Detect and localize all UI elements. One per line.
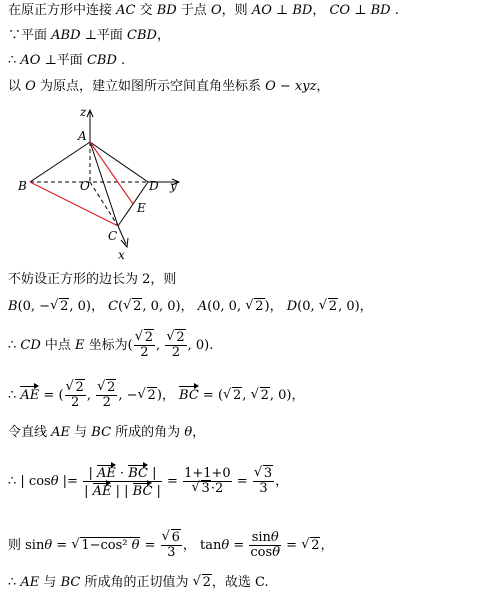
solution-line-8: ∴ AE = ( √ $\frac{2}{2}$ , √ $\frac{2}{2}$ , −√ 2)， BC = (√ 2, √ 2, 0)， (8, 381, 304, 410)
label-y: y (170, 179, 177, 193)
label-B: B (18, 179, 27, 193)
solution-line-10: ∴ | cosθ |= $\frac{| AE \cdot BC |}{| AE | | BC |}$ = 1+1+0 √ 3·2 = √ $\frac{3}{3}$ ， (8, 464, 288, 499)
label-E: E (137, 201, 146, 215)
edge-AD (90, 142, 148, 182)
solution-line-12: ∴ AE 与 BC 所成角的正切值为 √ 2，故选 C. (8, 575, 269, 591)
solution-line-5: 不妨设正方形的边长为 2，则 (8, 272, 177, 287)
solution-line-6: B(0, −√ 2, 0)， C(√ 2, 0, 0)， A(0, 0, √ 2)， D(0, √ 2, 0)， (8, 299, 373, 315)
label-C: C (108, 229, 118, 243)
solution-line-9: 令直线 AE 与 BC 所成的角为 θ， (8, 425, 206, 440)
label-D: D (149, 179, 159, 193)
edge-AC (90, 142, 118, 226)
solution-line-11: 则 sinθ = √ 1−cos² θ = √ $\frac{6}{3}$ ， tanθ = $\frac{\sin\theta}{\cos\theta}$ = √ 2， (8, 531, 333, 560)
solution-line-3: ∴ AO ⊥平面 CBD . (8, 53, 126, 68)
solution-line-4: 以 O 为原点，建立如图所示空间直角坐标系 O − xyz， (8, 79, 330, 94)
label-A: A (78, 129, 87, 143)
x-axis-arrow (121, 238, 128, 247)
label-x: x (118, 248, 125, 262)
edge-BC-red (30, 182, 118, 226)
solution-line-2: ∵平面 ABD ⊥平面 CBD， (8, 28, 170, 43)
label-O: O (80, 179, 90, 193)
edge-AB (30, 142, 90, 182)
label-z: z (80, 105, 87, 119)
coordinate-figure (10, 102, 190, 262)
solution-line-1: 在原正方形中连接 AC 交 BD 于点 O，则 AO ⊥ BD， CO ⊥ BD . (8, 3, 399, 18)
solution-line-7: ∴ CD 中点 E 坐标为( √ $\frac{2}{2}$ , √ $\frac{2}{2}$ , 0). (8, 331, 213, 360)
edge-AE-red (90, 142, 133, 204)
